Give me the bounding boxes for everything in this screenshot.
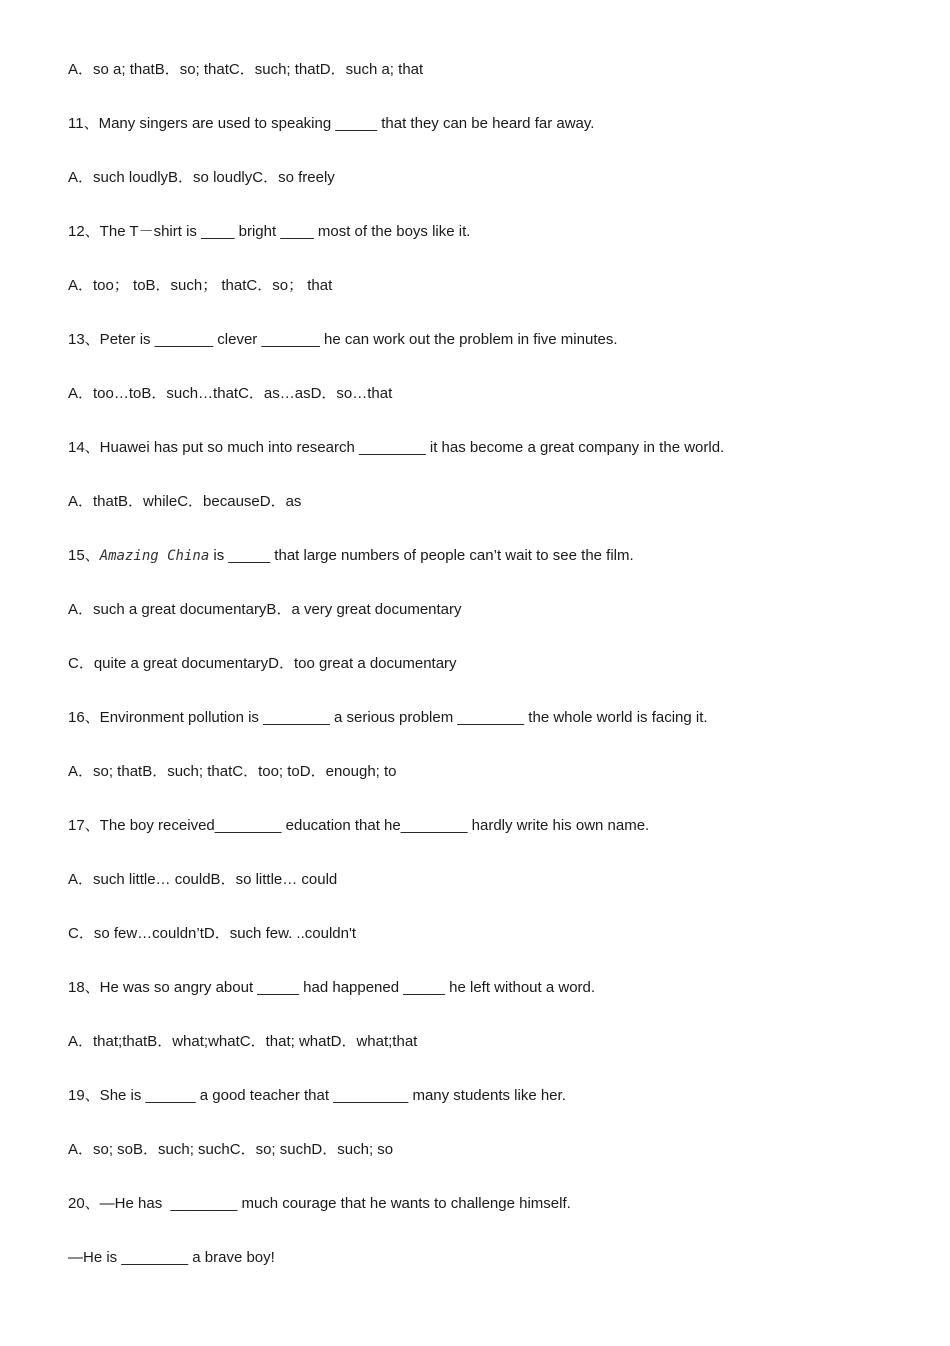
q17-options-ab: A．such little… couldB．so little… could	[68, 871, 338, 888]
q10-options: A．so a; thatB．so; thatC．such; thatD．such a; that	[68, 61, 424, 78]
q17-question: 17、The boy received________ education that he________ hardly write his own name.	[68, 817, 650, 834]
q11-options: A．such loudlyB．so loudlyC．so freely	[68, 169, 335, 186]
q16-options: A．so; thatB．such; thatC．too; toD．enough; to	[68, 763, 397, 780]
q15-suffix: is _____ that large numbers of people can’t wait to see the film.	[209, 547, 634, 564]
q12-question: 12、The T－shirt is ____ bright ____ most of the boys like it.	[68, 223, 471, 240]
q15-question	[68, 546, 634, 566]
q18-options: A．that;thatB．what;whatC．that; whatD．what;that	[68, 1033, 418, 1050]
q14-options: A．thatB．whileC．becauseD．as	[68, 493, 302, 510]
q14-question: 14、Huawei has put so much into research ________ it has become a great company in the world.	[68, 439, 725, 456]
q19-question: 19、She is ______ a good teacher that _________ many students like her.	[68, 1087, 566, 1104]
q18-question: 18、He was so angry about _____ had happened _____ he left without a word.	[68, 979, 596, 996]
q15-options-ab: A．such a great documentaryB．a very great documentary	[68, 601, 462, 618]
q17-options-cd: C．so few…couldn’tD．such few. ..couldn't	[68, 925, 356, 942]
q20-question-line2: —He is ________ a brave boy!	[68, 1249, 275, 1266]
q16-question: 16、Environment pollution is ________ a serious problem ________ the whole world is facing it.	[68, 709, 708, 726]
q15-options-cd: C．quite a great documentaryD．too great a documentary	[68, 655, 457, 672]
q13-options: A．too…toB．such…thatC．as…asD．so…that	[68, 385, 393, 402]
q13-question: 13、Peter is _______ clever _______ he can work out the problem in five minutes.	[68, 331, 618, 348]
q12-options: A．too； toB．such； thatC．so； that	[68, 277, 333, 294]
q15-prefix: 15、	[68, 547, 100, 564]
q20-question-line1: 20、—He has ________ much courage that he wants to challenge himself.	[68, 1195, 571, 1212]
q15-film-title: Amazing China	[99, 548, 210, 564]
q19-options: A．so; soB．such; suchC．so; suchD．such; so	[68, 1141, 394, 1158]
q11-question: 11、Many singers are used to speaking _____ that they can be heard far away.	[68, 115, 595, 132]
